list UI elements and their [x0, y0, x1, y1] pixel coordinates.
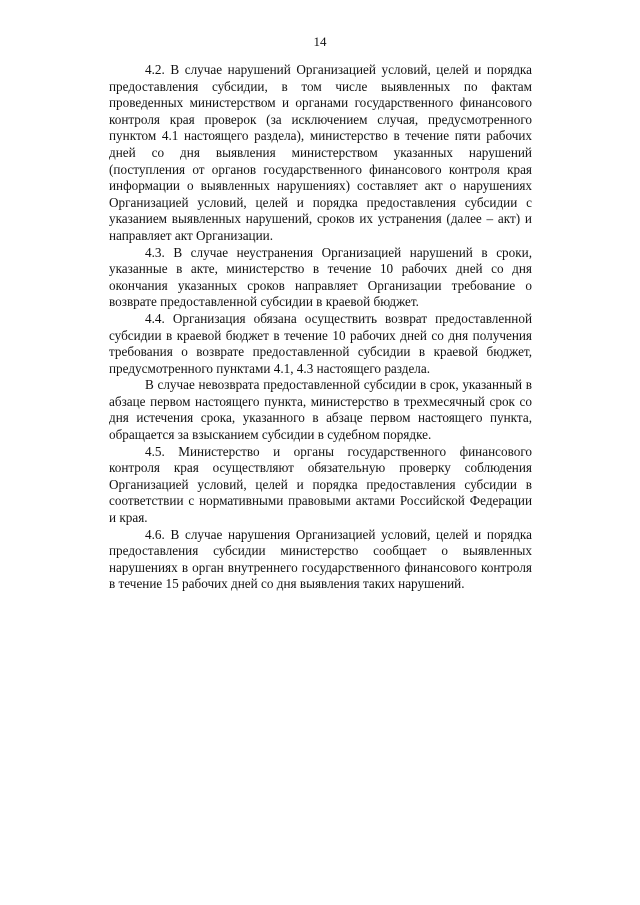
paragraph-4-6: 4.6. В случае нарушения Организацией условий, целей и порядка предоставления субсидии министерство сообщает о выявленных нарушениях в орган внутреннего государственного финансового контроля в течение 15 рабочих дней со дня выявления таких нарушений. — [109, 526, 532, 592]
paragraph-4-5: 4.5. Министерство и органы государственного финансового контроля края осуществляют обязательную проверку соблюдения Организацией условий, целей и порядка предоставления субсидии в соответствии с нормативными правовыми актами Российской Федерации и края. — [109, 443, 532, 526]
paragraph-4-4: 4.4. Организация обязана осуществить возврат предоставленной субсидии в краевой бюджет в течение 10 рабочих дней со дня получения требования о возврате предоставленной субсидии в краевой бюджет, предусмотренного пунктами 4.1, 4.3 настоящего раздела. — [109, 310, 532, 376]
paragraph-4-3: 4.3. В случае неустранения Организацией нарушений в сроки, указанные в акте, министерство в течение 10 рабочих дней со дня окончания указанных сроков направляет Организации требование о возврате предоставленной субсидии в краевой бюджет. — [109, 244, 532, 310]
document-body — [109, 62, 532, 593]
paragraph-4-2: 4.2. В случае нарушений Организацией условий, целей и порядка предоставления субсидии, в том числе выявленных по фактам проведенных министерством и органами государственного финансового контроля края проверок (за исключением случая, предусмотренного пунктом 4.1 настоящего раздела), министерство в течение пяти рабочих дней со дня выявления министерством указанных нарушений (поступления от органов государственного финансового контроля края информации о выявленных нарушениях) составляет акт о нарушениях Организацией условий, целей и порядка предоставления субсидии с указанием выявленных нарушений, сроков их устранения (далее – акт) и направляет акт Организации. — [109, 62, 532, 243]
page-number: 14 — [313, 34, 327, 49]
paragraph-4-4-continued: В случае невозврата предоставленной субсидии в срок, указанный в абзаце первом настоящего пункта, министерство в трехмесячный срок со дня истечения срока, указанного в абзаце первом настоящего пункта, обращается за взысканием субсидии в судебном порядке. — [109, 377, 532, 443]
